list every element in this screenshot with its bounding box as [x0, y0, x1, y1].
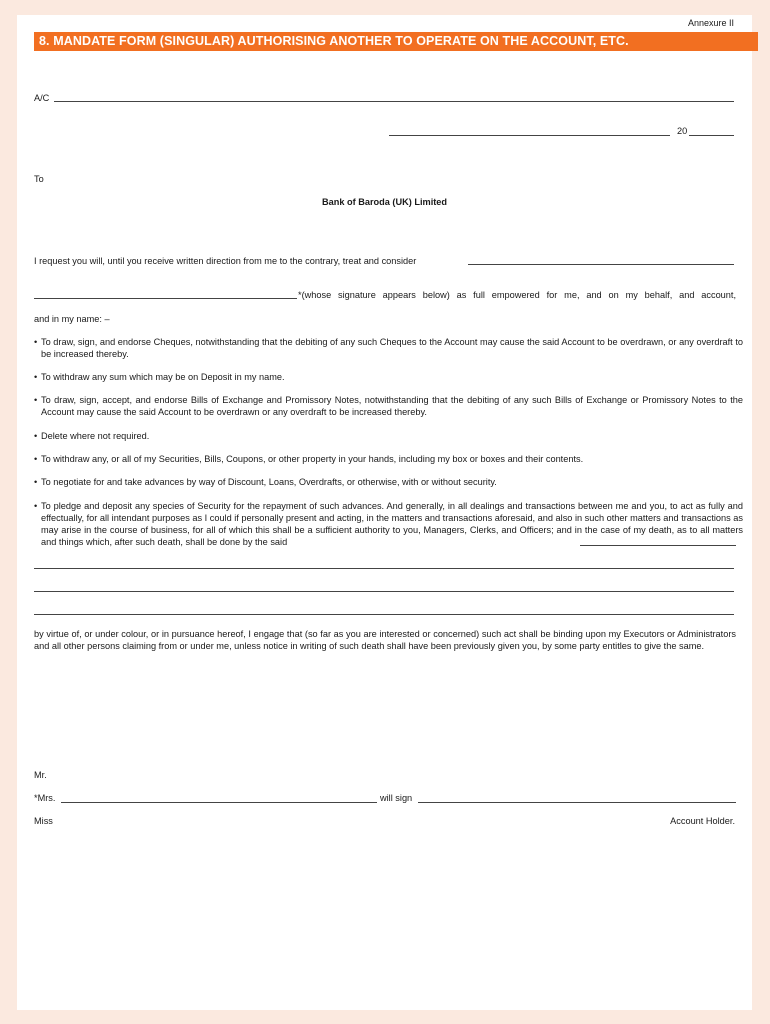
clause-bills-of-exchange: • To draw, sign, accept, and endorse Bills of Exchange and Promissory Notes, notwithstanding that the debiting of any such Bills of Exchange or Promissory Notes to the Account may cause the said Account to be overdrawn or any overdraft to be increased thereby.: [34, 394, 743, 418]
name-field[interactable]: [61, 802, 377, 803]
closing-paragraph: by virtue of, or under colour, or in pursuance hereof, I engage that (so far as you are interested or concerned) such act shall be binding upon my Executors or Administrators and all other persons claiming from or under me, unless notice in writing of such death shall have been previously given you, by some party entitles to give the same.: [34, 629, 736, 651]
blank-line-2[interactable]: [34, 591, 734, 592]
to-label: To: [34, 174, 44, 184]
account-holder-label: Account Holder.: [670, 816, 735, 826]
and-in-my-name: and in my name: –: [34, 314, 110, 324]
specimen-signature-field[interactable]: [418, 802, 736, 803]
whose-signature-text: *(whose signature appears below) as full empowered for me, and on my behalf, and account,: [298, 290, 736, 300]
year-field[interactable]: [689, 135, 734, 136]
year-prefix: 20: [677, 126, 688, 136]
ac-number-field[interactable]: [54, 101, 734, 102]
request-text: I request you will, until you receive written direction from me to the contrary, treat and consider: [34, 256, 417, 266]
form-title-banner: 8. MANDATE FORM (SINGULAR) AUTHORISING ANOTHER TO OPERATE ON THE ACCOUNT, ETC.: [34, 32, 758, 51]
authorised-person-field-2[interactable]: [34, 298, 297, 299]
clause-cheques: • To draw, sign, and endorse Cheques, notwithstanding that the debiting of any such Cheques to the Account may cause the said Account to be overdrawn, or any overdraft to be increased thereby.: [34, 336, 743, 360]
form-page: [17, 15, 752, 1010]
will-sign-label: will sign: [380, 793, 413, 803]
clause-securities: • To withdraw any, or all of my Securities, Bills, Coupons, or other property in your hands, including my box or boxes and their contents.: [34, 453, 743, 465]
mrs-label: *Mrs.: [34, 793, 56, 803]
bank-name: Bank of Baroda (UK) Limited: [321, 197, 448, 207]
ac-label: A/C: [34, 93, 50, 103]
clause-withdraw-deposit: • To withdraw any sum which may be on Deposit in my name.: [34, 371, 743, 383]
date-field[interactable]: [389, 135, 670, 136]
blank-line-1[interactable]: [34, 568, 734, 569]
clause-delete-note: • Delete where not required.: [34, 430, 743, 442]
pledge-name-field[interactable]: [580, 545, 736, 546]
clause-advances: • To negotiate for and take advances by way of Discount, Loans, Overdrafts, or otherwise, with or without security.: [34, 476, 743, 488]
annexure-label: Annexure II: [687, 18, 734, 28]
miss-label: Miss: [34, 816, 53, 826]
blank-line-3[interactable]: [34, 614, 734, 615]
clause-pledge: • To pledge and deposit any species of Security for the repayment of such advances. And generally, in all dealings and transactions between me and you, to act as fully and effectually, for all intendant purposes as I could if personally present and acting, in the matters and transactions aforesaid, and also in such other matters and transactions as may arise in the course of business, for all of which this shall be a sufficient authority to you, Managers, Clerks, and Officers; and in the case of my death, as to all matters and things which, after such death, shall be done by the said: [34, 500, 743, 548]
authorised-person-field[interactable]: [468, 264, 734, 265]
mr-label: Mr.: [34, 770, 47, 780]
